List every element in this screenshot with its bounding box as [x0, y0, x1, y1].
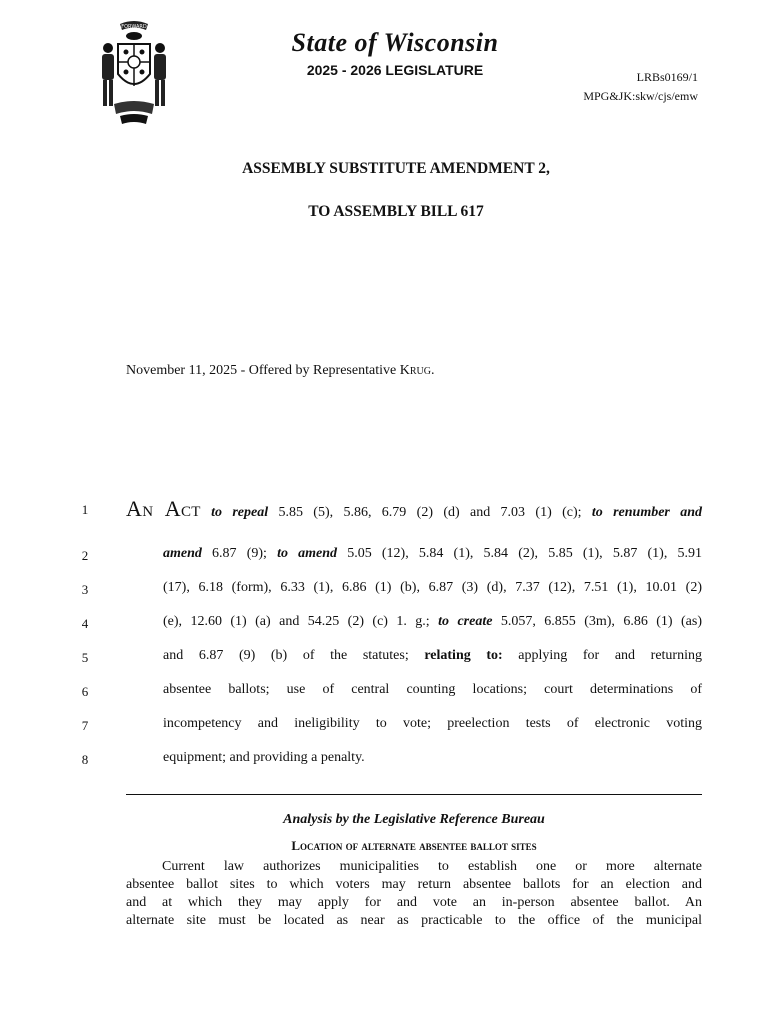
line-number: 4: [81, 616, 89, 631]
act-text: 5.05 (12), 5.84 (1), 5.84 (2), 5.85 (1), 5.87 (1), 5.91: [337, 546, 703, 561]
act-text: 6.87 (9);: [201, 546, 278, 561]
offered-suffix: .: [430, 363, 435, 378]
act-label: An Act: [126, 496, 201, 521]
act-line-2: [163, 546, 702, 562]
offered-by-line: [126, 363, 434, 379]
analysis-body: [126, 858, 702, 930]
state-title: State of Wisconsin: [291, 28, 499, 57]
lrb-number: LRBs0169/1: [636, 70, 698, 84]
act-phrase: to repeal: [211, 505, 269, 520]
act-line-8: equipment; and providing a penalty.: [163, 750, 365, 765]
analysis-line: absentee ballot sites to which voters may return absentee ballots for an election and: [126, 877, 702, 892]
act-line-1: [126, 496, 702, 522]
seal-motto: FORWARD: [121, 24, 147, 30]
bill-title: TO ASSEMBLY BILL 617: [308, 203, 484, 220]
act-phrase: amend: [163, 546, 202, 561]
line-number: 2: [81, 548, 89, 563]
act-phrase: to amend: [277, 546, 338, 561]
analysis-line: alternate site must be located as near as practicable to the office of the municipal: [126, 913, 702, 928]
act-line-5: [163, 648, 702, 664]
line-number: 5: [81, 650, 89, 665]
line-number: 6: [81, 684, 89, 699]
analysis-heading: Analysis by the Legislative Reference Bureau: [283, 812, 545, 827]
relating-to-label: relating to:: [424, 648, 503, 663]
act-line-6: absentee ballots; use of central counting locations; court determinations of: [163, 682, 702, 697]
legislature-session: 2025 - 2026 LEGISLATURE: [306, 62, 484, 78]
act-text: applying for and returning: [502, 648, 702, 663]
amendment-title: ASSEMBLY SUBSTITUTE AMENDMENT 2,: [242, 160, 550, 177]
act-text: 5.057, 6.855 (3m), 6.86 (1) (as): [492, 614, 702, 629]
act-text: and 6.87 (9) (b) of the statutes;: [163, 648, 425, 663]
act-line-4: [163, 614, 702, 630]
section-divider: [126, 794, 702, 795]
act-line-3: (17), 6.18 (form), 6.33 (1), 6.86 (1) (b), 6.87 (3) (d), 7.37 (12), 7.51 (1), 10.01 (2): [163, 580, 702, 595]
act-text: (e), 12.60 (1) (a) and 54.25 (2) (c) 1. g.;: [163, 614, 439, 629]
act-line-7: incompetency and ineligibility to vote; preelection tests of electronic voting: [163, 716, 702, 731]
line-number: 8: [81, 752, 89, 767]
offered-prefix: November 11, 2025 - Offered by Representative: [126, 363, 400, 378]
act-phrase: to renumber and: [591, 505, 703, 520]
act-phrase: to create: [438, 614, 493, 629]
analysis-line: Current law authorizes municipalities to establish one or more alternate: [162, 859, 702, 874]
line-number: 7: [81, 718, 89, 733]
drafter-code: MPG&JK:skw/cjs/emw: [583, 89, 698, 103]
analysis-line: and at which they may apply for and vote an in-person absentee ballot. An: [126, 895, 702, 910]
line-number: 1: [81, 502, 89, 517]
sponsor-name: Krug: [399, 363, 431, 378]
act-text: 5.85 (5), 5.86, 6.79 (2) (d) and 7.03 (1) (c);: [268, 505, 592, 520]
line-number: 3: [81, 582, 89, 597]
analysis-section-heading: Location of alternate absentee ballot sites: [291, 838, 537, 853]
